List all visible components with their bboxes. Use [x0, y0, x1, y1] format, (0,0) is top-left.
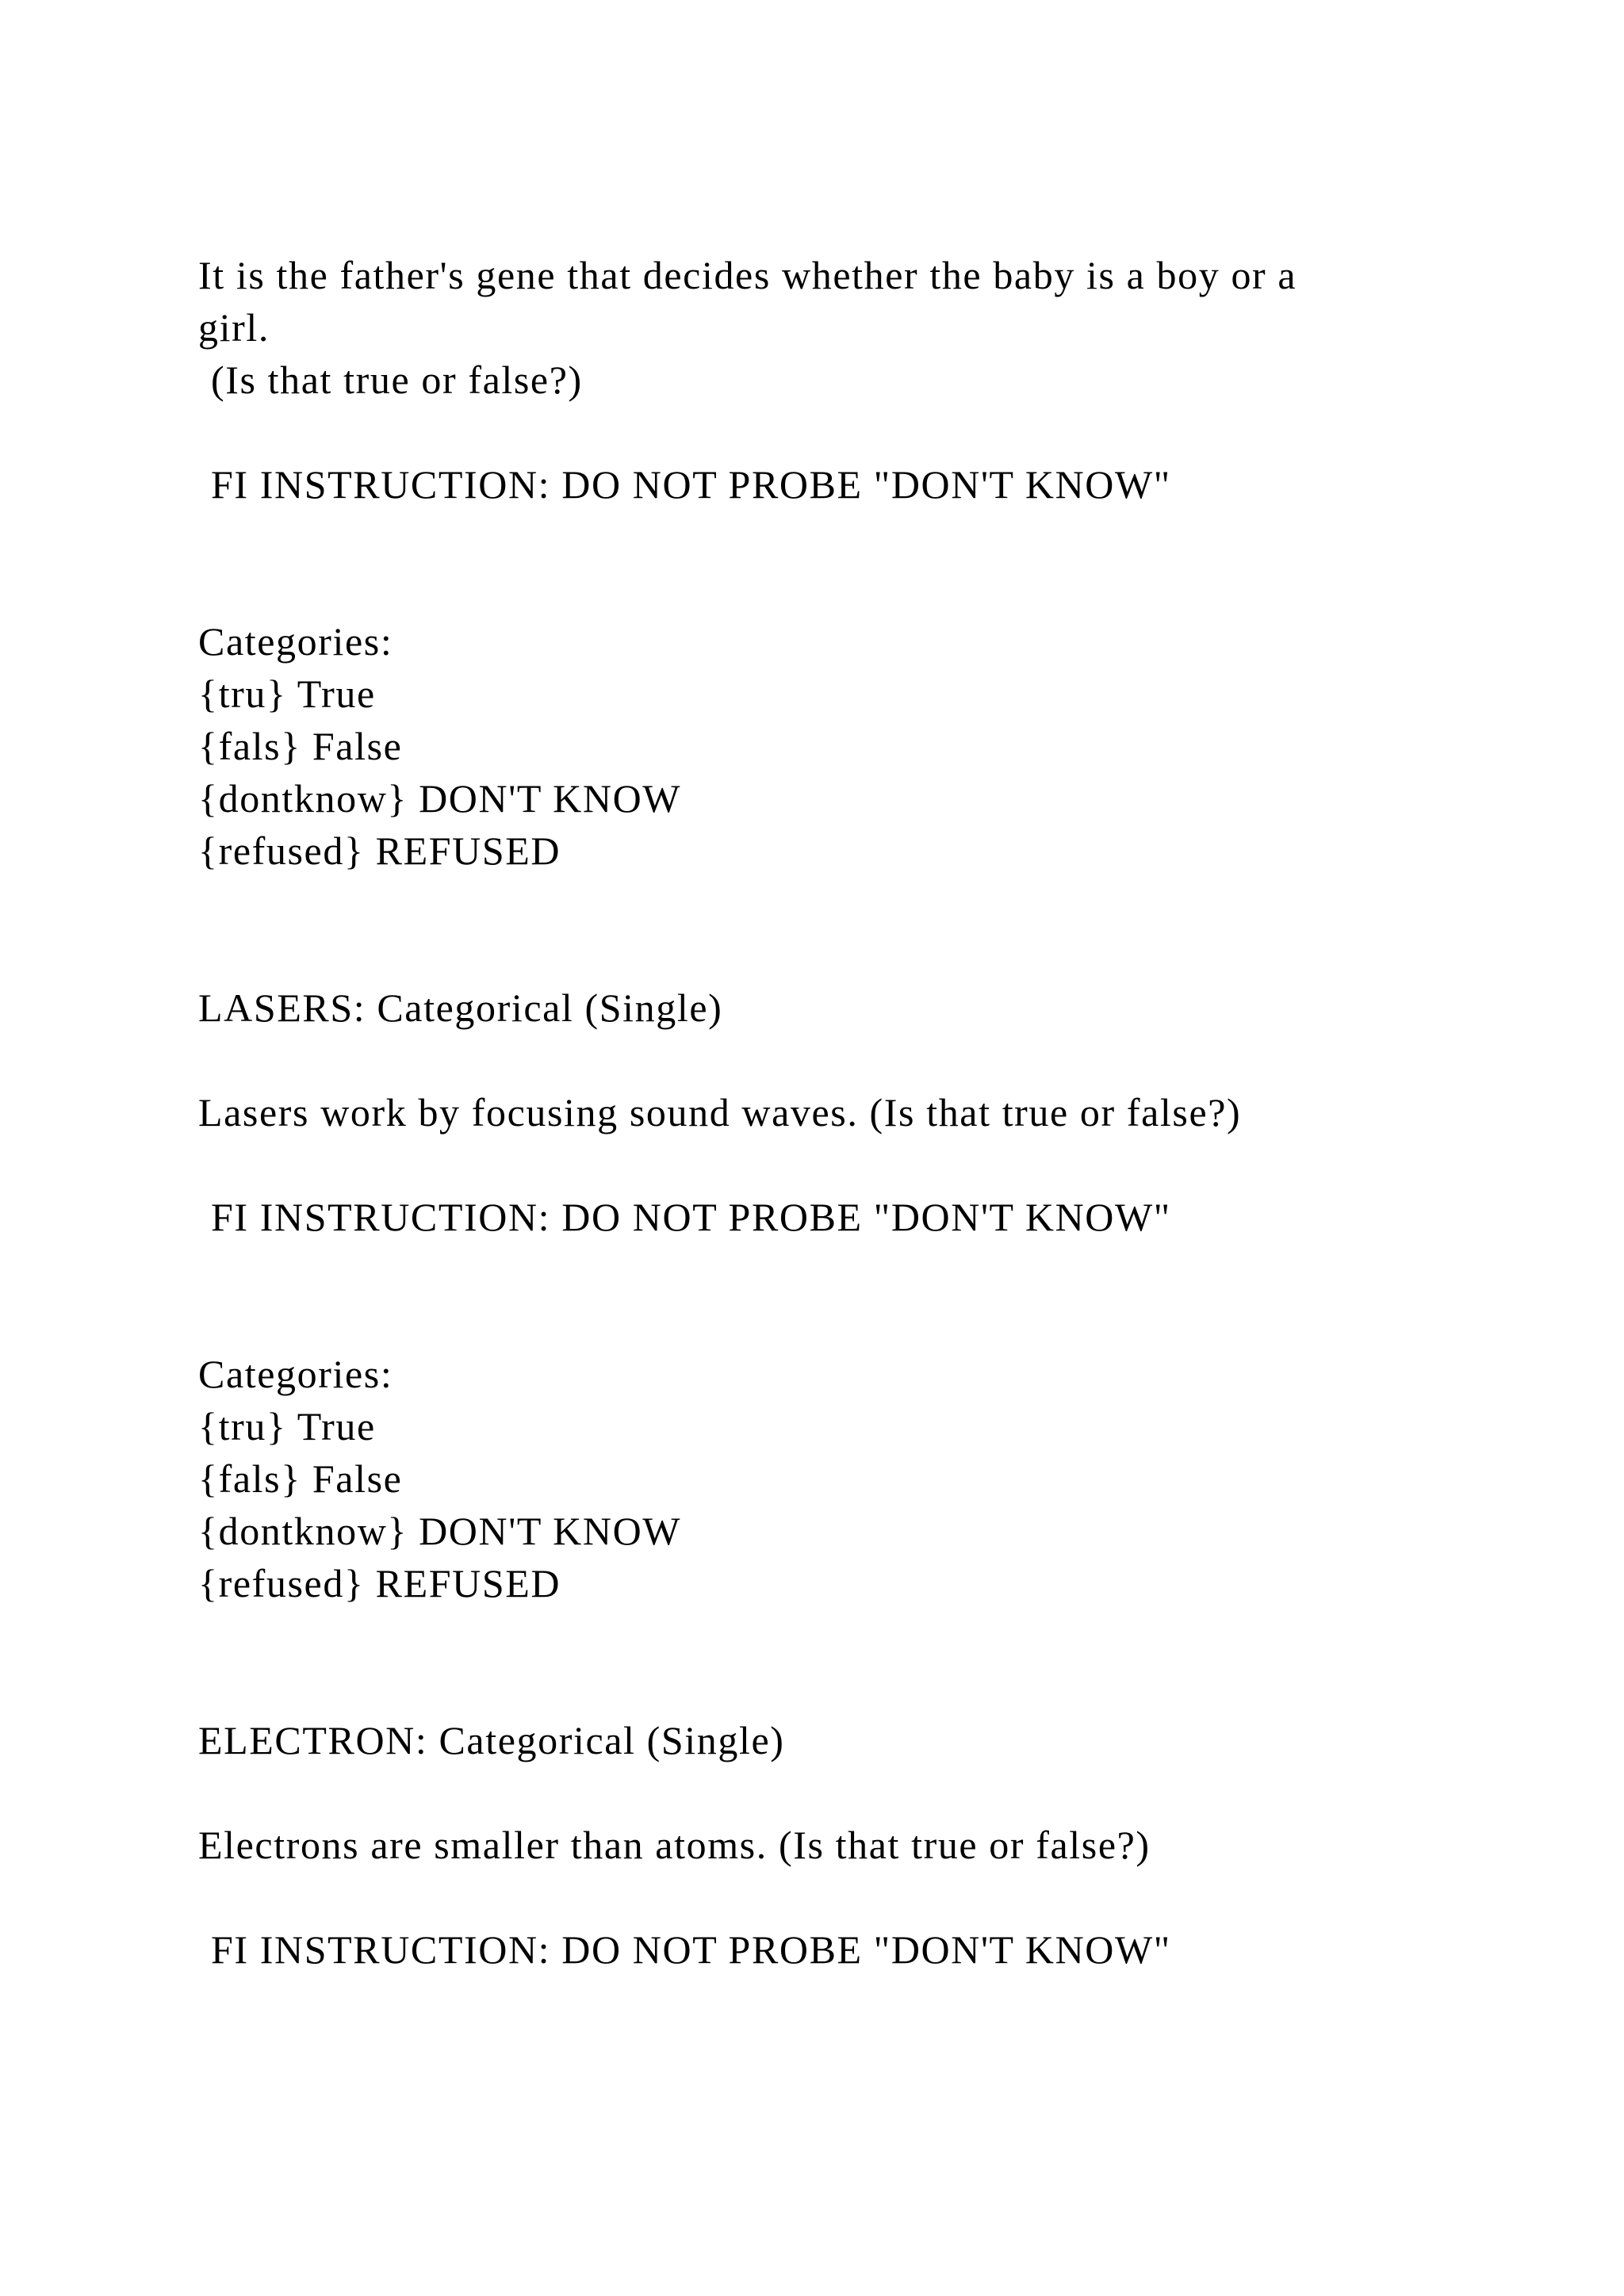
category-item: {refused} REFUSED — [198, 828, 561, 873]
category-item: {tru} True — [198, 1404, 376, 1448]
categories-label: Categories: — [198, 619, 393, 664]
fi-instruction: FI INSTRUCTION: DO NOT PROBE "DON'T KNOW" — [211, 1195, 1171, 1239]
fi-instruction: FI INSTRUCTION: DO NOT PROBE "DON'T KNOW" — [211, 462, 1171, 507]
question-text-line: It is the father's gene that decides whether the baby is a boy or a — [198, 253, 1297, 297]
question-header: ELECTRON: Categorical (Single) — [198, 1718, 785, 1762]
question-prompt: (Is that true or false?) — [211, 358, 583, 402]
categories-label: Categories: — [198, 1352, 393, 1396]
question-header: LASERS: Categorical (Single) — [198, 985, 723, 1030]
question-text: Lasers work by focusing sound waves. (Is that true or false?) — [198, 1090, 1242, 1135]
category-item: {fals} False — [198, 1456, 403, 1501]
question-text: Electrons are smaller than atoms. (Is that true or false?) — [198, 1823, 1151, 1867]
category-item: {fals} False — [198, 724, 403, 768]
category-item: {tru} True — [198, 672, 376, 716]
question-text-line: girl. — [198, 305, 270, 350]
category-item: {dontknow} DON'T KNOW — [198, 776, 682, 821]
fi-instruction: FI INSTRUCTION: DO NOT PROBE "DON'T KNOW" — [211, 1927, 1171, 1972]
category-item: {dontknow} DON'T KNOW — [198, 1509, 682, 1553]
category-item: {refused} REFUSED — [198, 1561, 561, 1605]
